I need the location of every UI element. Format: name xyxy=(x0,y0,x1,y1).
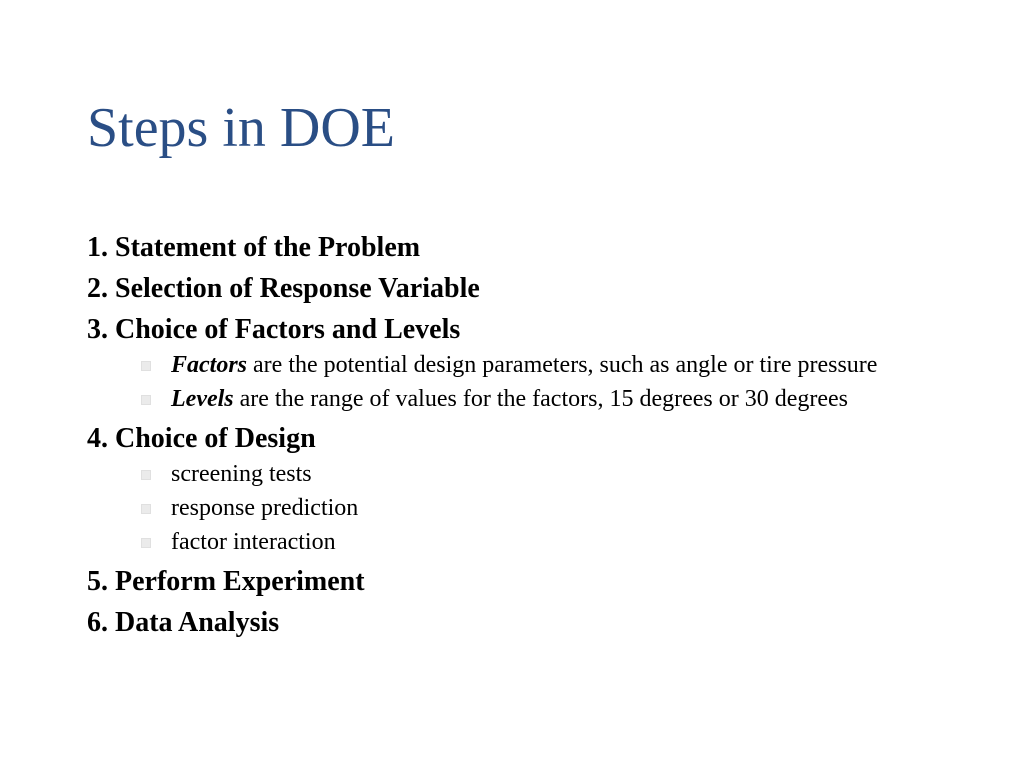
term-definition: are the potential design parameters, such as angle or tire pressure xyxy=(247,352,878,378)
square-bullet-icon xyxy=(141,470,151,480)
list-item-text: response prediction xyxy=(171,495,359,521)
term-factors: Factors xyxy=(171,352,248,378)
step-6: 6. Data Analysis xyxy=(87,607,280,638)
step-5: 5. Perform Experiment xyxy=(87,566,365,597)
list-item xyxy=(141,352,931,379)
step-3: 3. Choice of Factors and Levels xyxy=(87,314,461,345)
step-4: 4. Choice of Design xyxy=(87,423,316,454)
step-1: 1. Statement of the Problem xyxy=(87,232,421,263)
list-item-text: screening tests xyxy=(171,461,312,487)
list-item xyxy=(141,529,931,556)
square-bullet-icon xyxy=(141,504,151,514)
term-definition: are the range of values for the factors, 15 degrees or 30 degrees xyxy=(233,386,849,412)
list-item xyxy=(141,495,931,522)
list-item-text: factor interaction xyxy=(171,529,336,555)
slide-content xyxy=(87,230,937,646)
list-item xyxy=(141,461,931,488)
step-3-sub-list xyxy=(87,352,937,413)
step-4-sub-list xyxy=(87,461,937,556)
square-bullet-icon xyxy=(141,361,151,371)
step-2: 2. Selection of Response Variable xyxy=(87,273,480,304)
square-bullet-icon xyxy=(141,395,151,405)
square-bullet-icon xyxy=(141,538,151,548)
list-item xyxy=(141,386,931,413)
term-levels: Levels xyxy=(171,386,234,412)
slide-title: Steps in DOE xyxy=(87,97,395,159)
